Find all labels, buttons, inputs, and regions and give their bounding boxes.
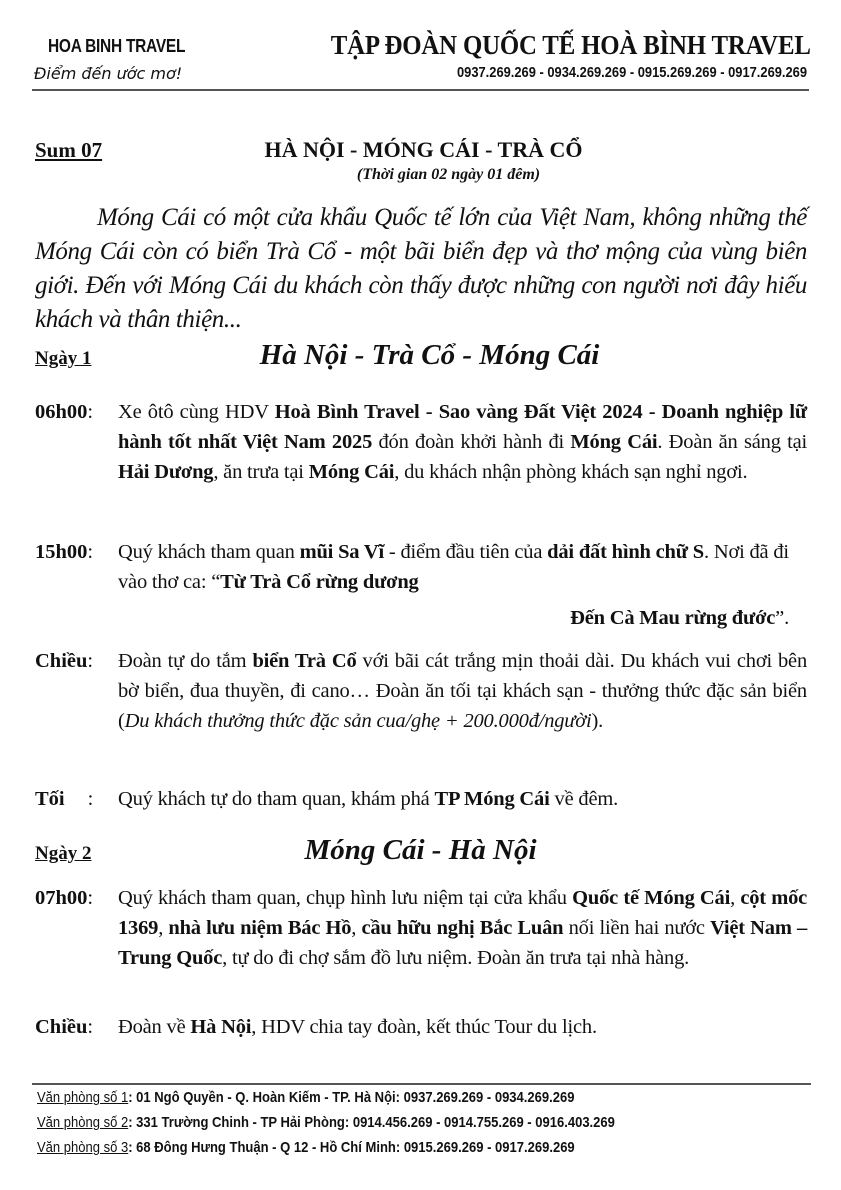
day-1-label: Ngày 1 (35, 348, 92, 369)
itinerary-entry (35, 784, 807, 814)
itinerary-entry (35, 646, 807, 736)
tour-title: HÀ NỘI - MÓNG CÁI - TRÀ CỔ (264, 137, 583, 162)
office-label: Văn phòng số 1 (37, 1089, 129, 1106)
entry-text: Quý khách tham quan mũi Sa Vĩ - điểm đầu tiên của dải đất hình chữ S. Nơi đã đi vào thơ ca: “Từ Trà Cổ rừng dương Đến Cà Mau rừng đước”. (118, 537, 807, 633)
hotline-numbers: 0937.269.269 - 0934.269.269 - 0915.269.269 - 0917.269.269 (456, 64, 807, 81)
verse-line-2: Đến Cà Mau rừng đước”. (570, 607, 789, 629)
entry-text: Quý khách tham quan, chụp hình lưu niệm tại cửa khẩu Quốc tế Móng Cái, cột mốc 1369, nhà lưu niệm Bác Hồ, cầu hữu nghị Bắc Luân nối liền hai nước Việt Nam – Trung Quốc, tự do đi chợ sắm đồ lưu niệm. Đoàn ăn trưa tại nhà hàng. (118, 887, 808, 969)
itinerary-entry (35, 883, 807, 973)
entry-time: Tối : (35, 788, 94, 810)
brand-slogan: Điểm đến ước mơ! (34, 64, 183, 83)
entry-time: 07h00: (35, 887, 94, 909)
day-1-title: Hà Nội - Trà Cổ - Móng Cái (259, 339, 600, 371)
entry-text: Đoàn tự do tắm biển Trà Cổ với bãi cát trắng mịn thoải dài. Du khách vui chơi bên bờ biển, đua thuyền, đi cano… Đoàn ăn tối tại khách sạn - thưởng thức đặc sản biển (Du khách thưởng thức đặc sản cua/ghẹ + 200.000đ/người). (118, 650, 808, 732)
office-label: Văn phòng số 3 (37, 1139, 129, 1156)
tour-code: Sum 07 (35, 138, 103, 162)
entry-time: Chiều: (35, 650, 94, 672)
day-2-title: Móng Cái - Hà Nội (304, 834, 537, 866)
entry-text: Đoàn về Hà Nội, HDV chia tay đoàn, kết thúc Tour du lịch. (118, 1016, 597, 1038)
itinerary-entry (35, 1012, 807, 1042)
office-address: Văn phòng số 3: 68 Đông Hưng Thuận - Q 12 - Hồ Chí Minh: 0915.269.269 - 0917.269.269 (37, 1139, 575, 1156)
office-address: Văn phòng số 1: 01 Ngô Quyền - Q. Hoàn Kiếm - TP. Hà Nội: 0937.269.269 - 0934.269.269 (37, 1089, 575, 1106)
header-divider (32, 89, 809, 91)
entry-time: 15h00: (35, 541, 94, 563)
footer-divider (32, 1083, 811, 1085)
tour-intro: Móng Cái có một cửa khẩu Quốc tế lớn của Việt Nam, không những thế Móng Cái còn có biển Trà Cổ - một bãi biển đẹp và thơ mộng của vùng biên giới. Đến với Móng Cái du khách còn thấy được những con người nơi đây hiếu khách và thân thiện... (35, 204, 807, 333)
brand-name: HOA BINH TRAVEL (48, 36, 186, 56)
entry-time: Chiều: (35, 1016, 94, 1038)
itinerary-entry (35, 537, 807, 633)
office-label: Văn phòng số 2 (37, 1114, 129, 1131)
entry-time: 06h00: (35, 401, 94, 423)
group-title: TẬP ĐOÀN QUỐC TẾ HOÀ BÌNH TRAVEL (331, 30, 811, 60)
day-2-label: Ngày 2 (35, 843, 92, 864)
tour-duration: (Thời gian 02 ngày 01 đêm) (356, 166, 541, 183)
entry-text: Quý khách tự do tham quan, khám phá TP Móng Cái về đêm. (118, 788, 619, 810)
itinerary-entry (35, 397, 807, 487)
office-address: Văn phòng số 2: 331 Trường Chinh - TP Hải Phòng: 0914.456.269 - 0914.755.269 - 0916.403.269 (37, 1114, 615, 1131)
entry-text: Xe ôtô cùng HDV Hoà Bình Travel - Sao vàng Đất Việt 2024 - Doanh nghiệp lữ hành tốt nhất Việt Nam 2025 đón đoàn khởi hành đi Móng Cái. Đoàn ăn sáng tại Hải Dương, ăn trưa tại Móng Cái, du khách nhận phòng khách sạn nghỉ ngơi. (118, 401, 808, 483)
